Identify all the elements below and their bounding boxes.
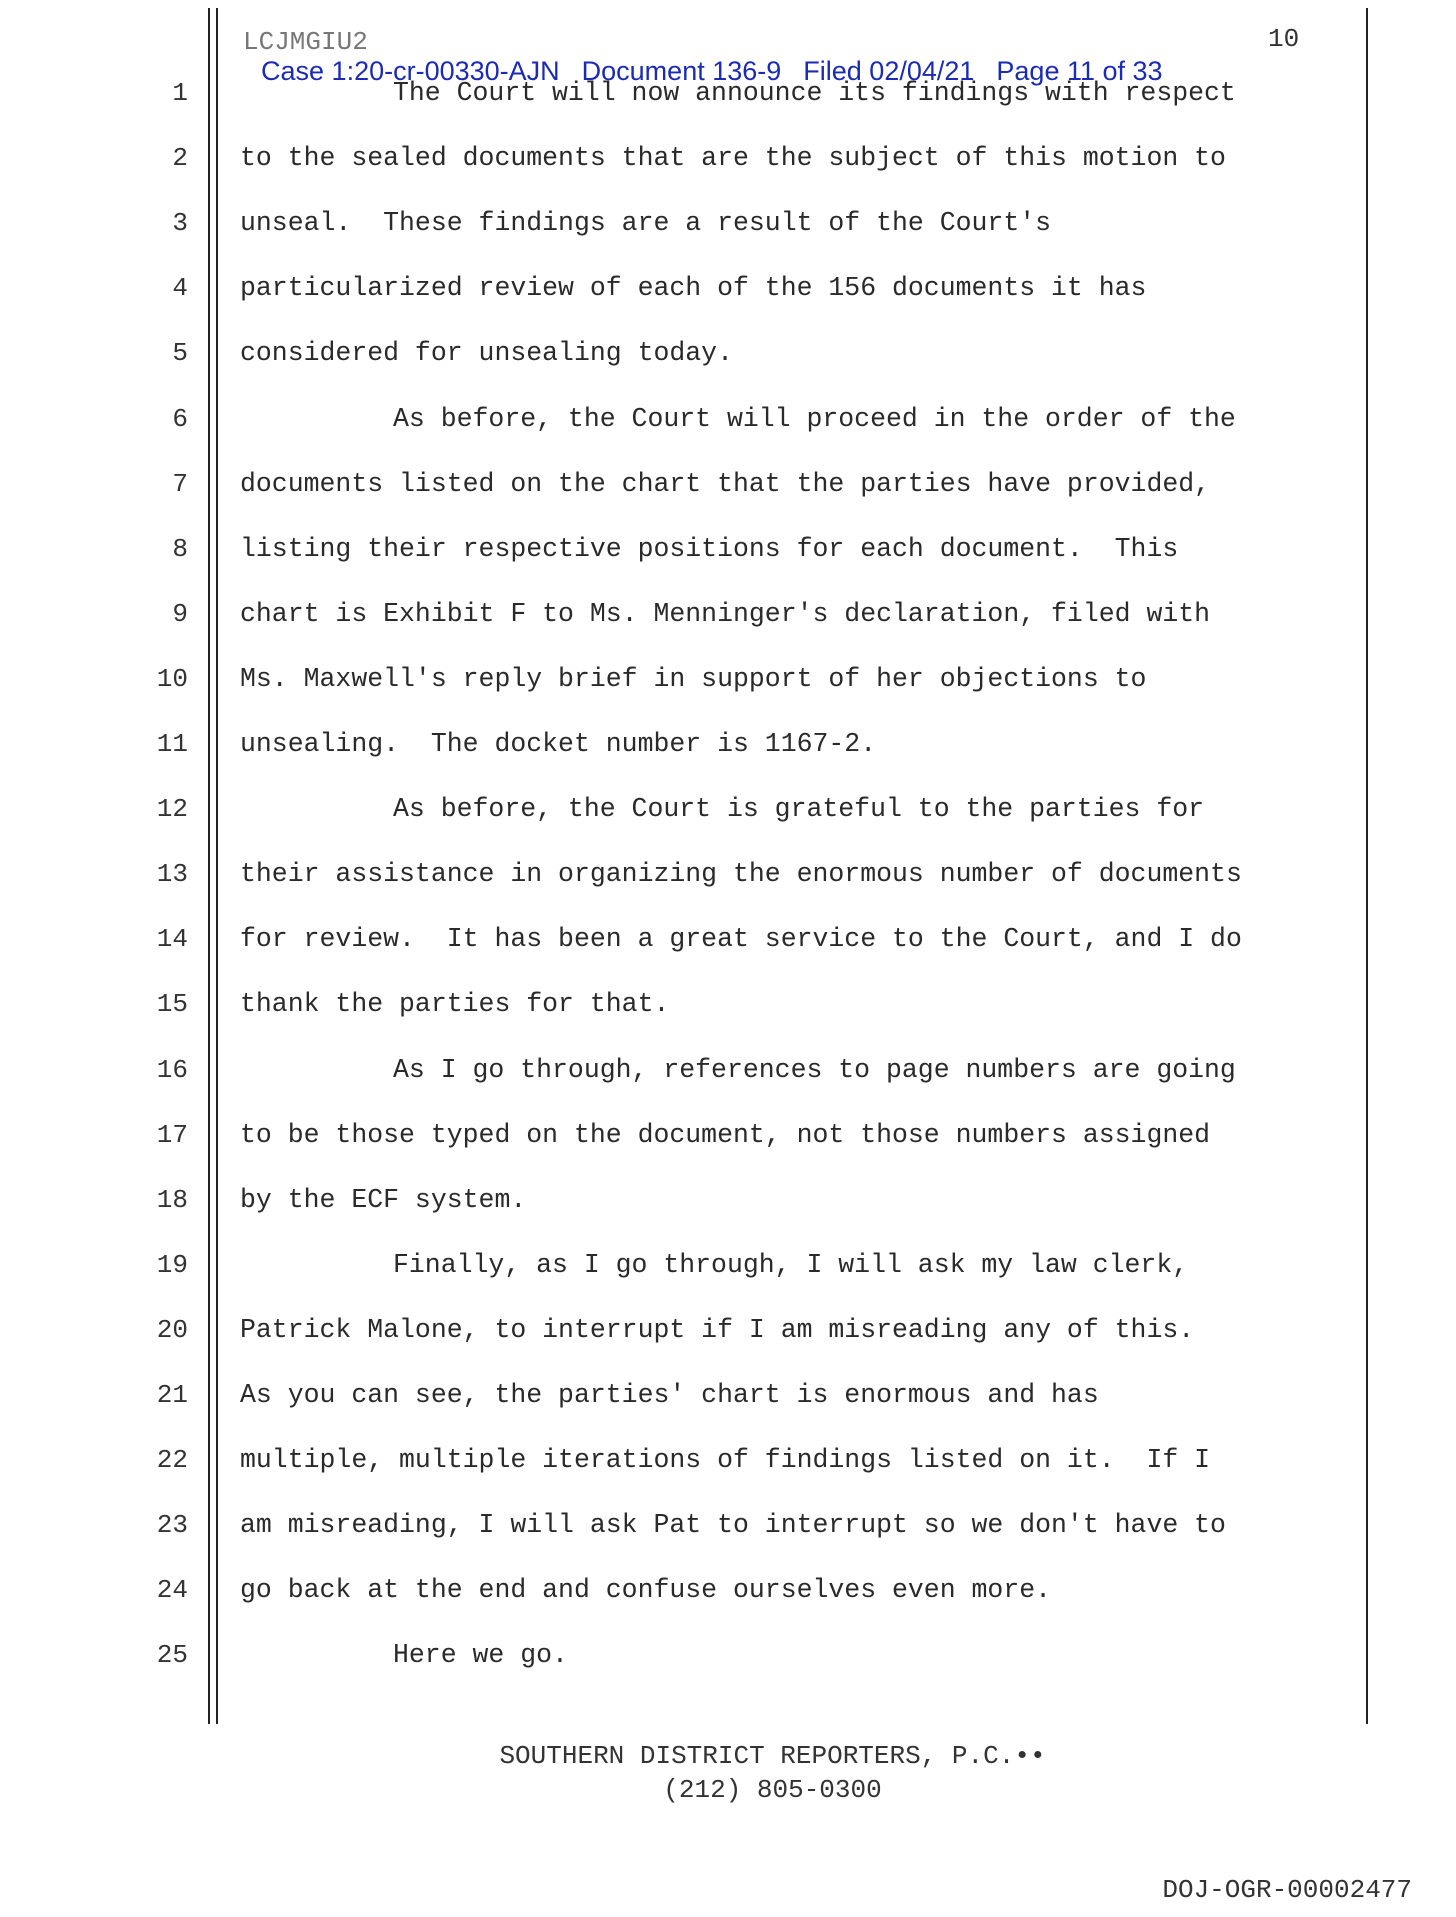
line-number: 7: [172, 468, 188, 499]
line-number: 4: [172, 273, 188, 304]
line-number: 1: [172, 78, 188, 108]
transcript-line: [0, 333, 1456, 373]
line-number: 9: [172, 598, 188, 629]
line-text: Ms. Maxwell's reply brief in support of her objections to: [240, 663, 1147, 694]
transcript-line: [0, 1635, 1456, 1675]
line-text: documents listed on the chart that the parties have provided,: [240, 468, 1211, 499]
transcript-line: [0, 919, 1456, 959]
line-number: 15: [156, 989, 188, 1020]
line-text: chart is Exhibit F to Ms. Menninger's declaration, filed with: [240, 598, 1211, 629]
line-number: 13: [156, 859, 188, 890]
filed-date: Filed 02/04/21: [803, 56, 975, 86]
transcript-line: [0, 1375, 1456, 1415]
transcript-line: [0, 1440, 1456, 1480]
transcript-line: [0, 1245, 1456, 1285]
transcript-line: [0, 138, 1456, 178]
line-text: As I go through, references to page numbers are going: [393, 1054, 1236, 1085]
line-text: unseal. These findings are a result of the Court's: [240, 208, 1052, 239]
transcript-line: [0, 594, 1456, 634]
line-number: 25: [156, 1640, 188, 1671]
line-text: As you can see, the parties' chart is enormous and has: [240, 1380, 1099, 1410]
line-number: 10: [156, 663, 188, 694]
transcript-line: [0, 659, 1456, 699]
line-text: As before, the Court is grateful to the parties for: [393, 794, 1205, 825]
line-text: by the ECF system.: [240, 1184, 527, 1215]
transcript-line: [0, 724, 1456, 764]
line-text: As before, the Court will proceed in the order of the: [393, 403, 1236, 434]
line-number: 14: [156, 924, 188, 955]
line-text: considered for unsealing today.: [240, 338, 733, 369]
transcript-line: [0, 1180, 1456, 1220]
bates-number: DOJ-OGR-00002477: [1162, 1875, 1412, 1905]
line-text: unsealing. The docket number is 1167-2.: [240, 729, 877, 759]
transcript-line: [0, 399, 1456, 439]
line-number: 24: [156, 1575, 188, 1606]
reporter-name: SOUTHERN DISTRICT REPORTERS, P.C.••: [499, 1741, 1046, 1771]
line-text: to be those typed on the document, not those numbers assigned: [240, 1119, 1211, 1150]
transcript-line: [0, 789, 1456, 829]
transcript-line: [0, 1115, 1456, 1155]
line-text: multiple, multiple iterations of findings listed on it. If I: [240, 1445, 1211, 1476]
line-number: 3: [172, 208, 188, 239]
transcript-line: [0, 73, 1456, 113]
reporter-phone: (212) 805-0300: [663, 1775, 882, 1805]
transcript-line: [0, 268, 1456, 308]
line-text: Here we go.: [393, 1640, 568, 1671]
line-text: to the sealed documents that are the subject of this motion to: [240, 143, 1226, 174]
transcript-line: [0, 1050, 1456, 1090]
line-number: 20: [156, 1314, 188, 1345]
line-text: am misreading, I will ask Pat to interrupt so we don't have to: [240, 1510, 1226, 1541]
line-number: 16: [156, 1054, 188, 1085]
line-text: listing their respective positions for each document. This: [240, 533, 1179, 564]
line-text: go back at the end and confuse ourselves even more.: [240, 1575, 1052, 1606]
line-number: 8: [172, 533, 188, 564]
transcript-line: [0, 984, 1456, 1024]
line-text: for review. It has been a great service to the Court, and I do: [240, 924, 1242, 955]
transcript-line: [0, 854, 1456, 894]
line-text: their assistance in organizing the enormous number of documents: [240, 859, 1242, 890]
transcript-line: [0, 529, 1456, 569]
line-number: 6: [172, 403, 188, 434]
line-text: particularized review of each of the 156 documents it has: [240, 273, 1147, 304]
line-number: 18: [156, 1184, 188, 1215]
transcript-line: [0, 1310, 1456, 1350]
header-underlying-code: LCJMGIU2: [243, 27, 368, 57]
line-number: 12: [156, 794, 188, 825]
line-text: Finally, as I go through, I will ask my law clerk,: [393, 1249, 1189, 1280]
line-text: The Court will now announce its findings with respect: [393, 78, 1236, 108]
line-number: 19: [156, 1249, 188, 1280]
line-number: 22: [156, 1445, 188, 1476]
line-number: 21: [156, 1380, 188, 1410]
line-number: 2: [172, 143, 188, 174]
page-count: Page 11 of 33: [996, 56, 1163, 86]
line-number: 5: [172, 338, 188, 369]
transcript-line: [0, 203, 1456, 243]
line-number: 17: [156, 1119, 188, 1150]
line-number: 11: [156, 729, 188, 759]
line-text: Patrick Malone, to interrupt if I am misreading any of this.: [240, 1314, 1195, 1345]
line-number: 23: [156, 1510, 188, 1541]
transcript-line: [0, 464, 1456, 504]
transcript-line: [0, 1570, 1456, 1610]
transcript-page-number: 10: [1268, 24, 1300, 54]
document-number: Document 136-9: [581, 56, 782, 86]
transcript-line: [0, 1505, 1456, 1545]
line-text: thank the parties for that.: [240, 989, 670, 1020]
case-number: Case 1:20-cr-00330-AJN: [261, 56, 560, 86]
